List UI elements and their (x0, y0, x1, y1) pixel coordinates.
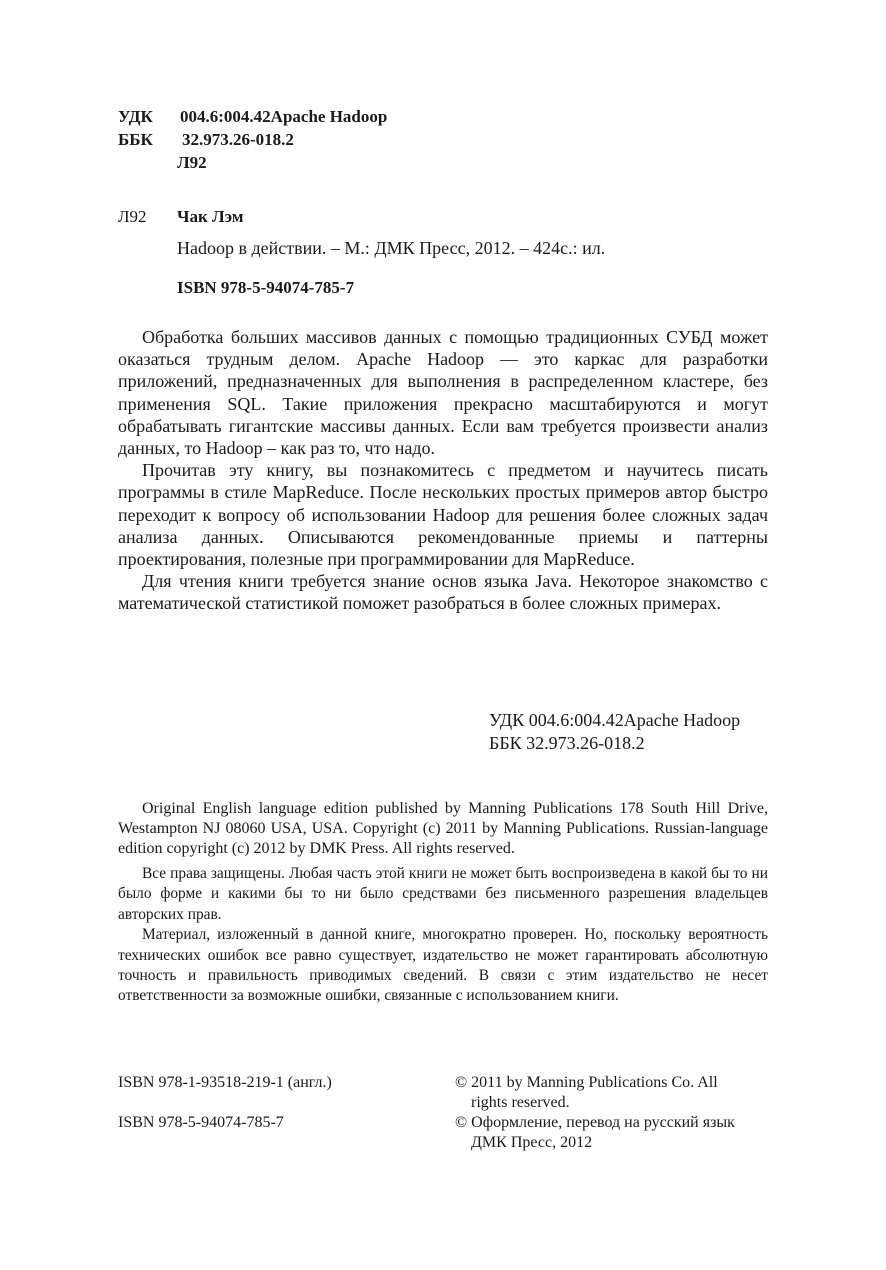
english-edition-notice (118, 799, 768, 859)
copyright-russian (455, 1113, 775, 1153)
rights-notice (118, 864, 768, 1007)
rights-paragraph: Все права защищены. Любая часть этой книги не может быть воспроизведена в какой бы то ни было форме и какими бы то ни было средствами без письменного разрешения владельцев авторских прав. (118, 865, 768, 923)
annotation-paragraph: Обработка больших массивов данных с помощью традиционных СУБД может оказаться трудным делом. Apache Hadoop — это каркас для разработки приложений, предназначенных для выполнения в распределенном кластере, без применения SQL. Такие приложения прекрасно масштабируются и могут обрабатывать гигантские массивы данных. Если вам требуется произвести анализ данных, то Hadoop – как раз то, что надо. (118, 327, 768, 459)
classification-repeat (489, 709, 740, 754)
rights-paragraph: Материал, изложенный в данной книге, многократно проверен. Но, поскольку вероятность технических ошибок все равно существует, издательство не может гарантировать абсолютную точность и правильность приводимых сведений. В связи с этим издательство не несет ответственности за возможные ошибки, связанные с использованием книги. (118, 926, 768, 1005)
isbn-english: ISBN 978-1-93518-219-1 (англ.) (118, 1074, 332, 1091)
udk-label: УДК (118, 107, 153, 126)
entry-author: Чак Лэм (177, 207, 244, 226)
annotation (118, 326, 768, 615)
entry-isbn: ISBN 978-5-94074-785-7 (177, 278, 355, 297)
isbn-russian: ISBN 978-5-94074-785-7 (118, 1114, 284, 1131)
copyright-english-line1: © 2011 by Manning Publications Co. All (455, 1074, 718, 1091)
copyright-russian-line1: © Оформление, перевод на русский язык (455, 1114, 735, 1131)
bbk-value: 32.973.26-018.2 (182, 130, 294, 149)
entry-mark: Л92 (118, 207, 147, 226)
copyright-english-line2: rights reserved. (471, 1094, 570, 1111)
entry-title: Hadoop в действии. – М.: ДМК Пресс, 2012. – 424с.: ил. (177, 238, 606, 258)
copyright-english (455, 1073, 775, 1113)
udk-repeat: УДК 004.6:004.42Apache Hadoop (489, 710, 741, 730)
copyright-russian-line2: ДМК Пресс, 2012 (471, 1134, 593, 1151)
bbk-label: ББК (118, 130, 153, 149)
english-edition-text: Original English language edition published by Manning Publications 178 South Hill Drive, Westampton NJ 08060 USA, USA. Copyright (c) 2011 by Manning Publications. Russian-language edition copyright (c) 2012 by DMK Press. All rights reserved. (118, 800, 768, 857)
annotation-paragraph: Для чтения книги требуется знание основ языка Java. Некоторое знакомство с математической статистикой поможет разобраться в более сложных примерах. (118, 571, 768, 614)
bbk-repeat: ББК 32.973.26-018.2 (489, 732, 645, 753)
udk-value: 004.6:004.42Apache Hadoop (180, 107, 388, 126)
author-mark: Л92 (177, 153, 207, 172)
annotation-paragraph: Прочитав эту книгу, вы познакомитесь с предметом и научитесь писать программы в стиле MapReduce. После нескольких простых примеров автор быстро переходит к вопросу об использовании Hadoop для решения более сложных задач анализа данных. Описываются рекомендованные приемы и паттерны проектирования, полезные при программировании для MapReduce. (118, 460, 768, 570)
